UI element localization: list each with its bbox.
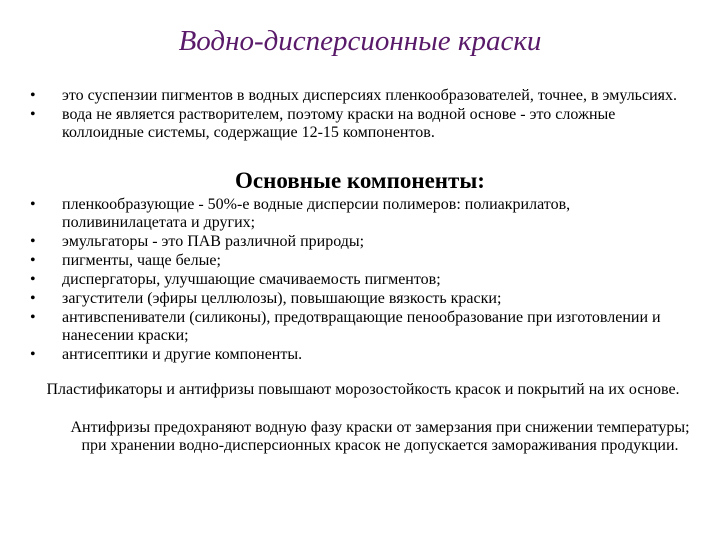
bullet-icon: • <box>30 87 36 104</box>
list-item-text: антивспениватели (силиконы), предотвращающие пенообразование при изготовлении и нанесении краски; <box>62 309 661 344</box>
section-heading: Основные компоненты: <box>235 168 485 193</box>
list-item-text: антисептики и другие компоненты. <box>62 346 303 363</box>
paragraph-antifreeze: Антифризы предохраняют водную фазу краски от замерзания при снижении температуры; при хранении водно-дисперсионных красок не допускается замораживания продукции. <box>70 419 690 454</box>
list-item <box>30 252 690 270</box>
list-item-text: загустители (эфиры целлюлозы), повышающие вязкость краски; <box>62 290 502 307</box>
list-item <box>30 346 690 364</box>
list-item <box>30 106 690 142</box>
list-item-text: пленкообразующие - 50%-е водные дисперсии полимеров: полиакрилатов, поливинилацетата и других; <box>62 196 571 231</box>
list-item <box>30 87 690 105</box>
bullet-icon: • <box>30 346 36 363</box>
list-item <box>30 271 690 289</box>
bullet-icon: • <box>30 106 36 123</box>
list-item-text: диспергаторы, улучшающие смачиваемость пигментов; <box>62 271 441 288</box>
list-item-text: эмульгаторы - это ПАВ различной природы; <box>62 233 365 250</box>
intro-list <box>30 87 690 143</box>
list-item-text: пигменты, чаще белые; <box>62 252 221 269</box>
bullet-icon: • <box>30 290 36 307</box>
components-list <box>30 196 690 365</box>
bullet-icon: • <box>30 271 36 288</box>
bullet-icon: • <box>30 309 36 326</box>
list-item <box>30 196 690 232</box>
list-item-text: вода не является растворителем, поэтому краски на водной основе - это сложные коллоидные системы, содержащие 12-15 компонентов. <box>62 106 616 141</box>
bullet-icon: • <box>30 252 36 269</box>
bullet-icon: • <box>30 233 36 250</box>
list-item <box>30 309 690 345</box>
list-item <box>30 290 690 308</box>
paragraph-plasticizers: Пластификаторы и антифризы повышают морозостойкость красок и покрытий на их основе. <box>46 381 680 398</box>
list-item <box>30 233 690 251</box>
bullet-icon: • <box>30 196 36 213</box>
page-title: Водно-дисперсионные краски <box>178 25 542 57</box>
list-item-text: это суспензии пигментов в водных дисперсиях пленкообразователей, точнее, в эмульсиях. <box>62 87 677 104</box>
